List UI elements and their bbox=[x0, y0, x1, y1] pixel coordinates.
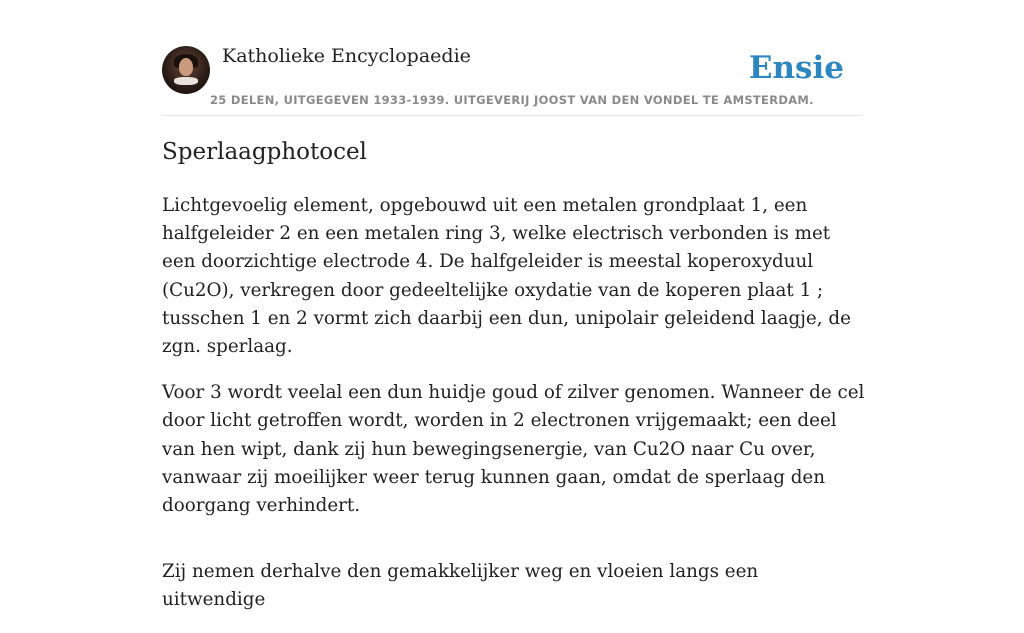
publication-subtitle: 25 DELEN, UITGEGEVEN 1933-1939. UITGEVERIJ JOOST VAN DEN VONDEL TE AMSTERDAM. bbox=[210, 93, 814, 107]
publication-header bbox=[162, 0, 862, 116]
portrait-face bbox=[179, 58, 193, 76]
article-title: Sperlaagphotocel bbox=[162, 139, 367, 165]
brand-logo-link[interactable]: Ensie bbox=[748, 50, 844, 86]
article-paragraph: Zij nemen derhalve den gemakkelijker weg en vloeien langs een uitwendige bbox=[162, 561, 759, 611]
article-paragraph: Lichtgevoelig element, opgebouwd uit een metalen grondplaat 1, een halfgeleider 2 en een metalen ring 3, welke electrisch verbonden is met een doorzichtige electrode 4. De halfgeleider is meestal koperoxyduul (Cu2O), verkregen door gedeeltelijke oxydatie van de koperen plaat 1 ; tusschen 1 en 2 vormt zich daarbij een dun, unipolair geleidend laagje, de zgn. sperlaag. bbox=[162, 195, 851, 358]
author-portrait-avatar bbox=[162, 46, 210, 94]
publication-title: Katholieke Encyclopaedie bbox=[222, 45, 471, 67]
portrait-collar bbox=[174, 77, 198, 85]
article-paragraph: Voor 3 wordt veelal een dun huidje goud of zilver genomen. Wanneer de cel door licht getroffen wordt, worden in 2 electronen vrijgemaakt; een deel van hen wipt, dank zij hun bewegingsenergie, van Cu2O naar Cu over, vanwaar zij moeilijker weer terug kunnen gaan, omdat de sperlaag den doorgang verhindert. bbox=[162, 382, 865, 517]
article-body bbox=[162, 192, 867, 633]
